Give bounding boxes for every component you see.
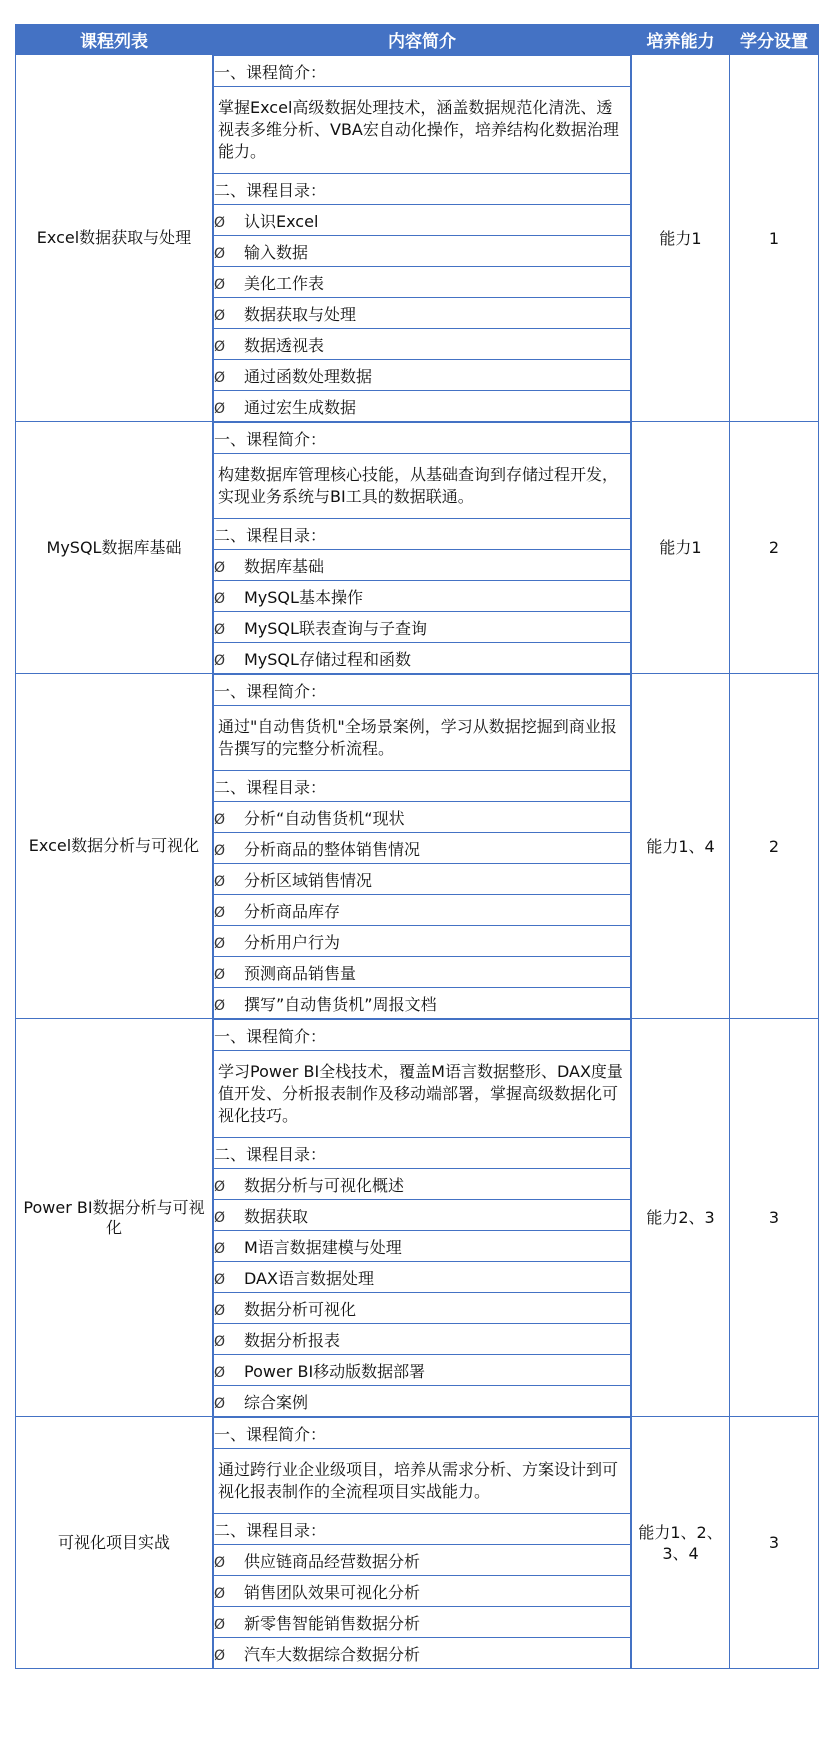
toc-item-text: DAX语言数据处理	[244, 1268, 374, 1288]
intro-label: 一、课程简介：	[214, 56, 631, 87]
toc-label: 二、课程目录：	[214, 1138, 631, 1169]
toc-item-text: MySQL存储过程和函数	[244, 649, 411, 669]
course-name: MySQL数据库基础	[16, 422, 213, 674]
header-course-list: 课程列表	[16, 25, 213, 55]
ability-value: 能力1	[632, 55, 730, 422]
header-content-intro: 内容简介	[213, 25, 632, 55]
toc-item-text: 数据获取与处理	[244, 304, 357, 324]
course-content-list	[213, 422, 631, 673]
intro-label: 一、课程简介：	[214, 1418, 631, 1449]
bullet-icon: Ø	[214, 1271, 226, 1288]
toc-item-text: 销售团队效果可视化分析	[244, 1582, 421, 1602]
credit-value: 3	[730, 1417, 819, 1669]
course-name: 可视化项目实战	[16, 1417, 213, 1669]
course-row	[16, 422, 819, 674]
course-row	[16, 1019, 819, 1417]
toc-item	[214, 1324, 631, 1355]
course-content-list	[213, 55, 631, 421]
credit-value: 2	[730, 674, 819, 1019]
toc-item-text: MySQL基本操作	[244, 587, 363, 607]
toc-item-text: 通过函数处理数据	[244, 366, 373, 386]
toc-item	[214, 1607, 631, 1638]
toc-item-text: M语言数据建模与处理	[244, 1237, 402, 1257]
toc-item	[214, 926, 631, 957]
bullet-icon: Ø	[214, 935, 226, 952]
toc-item-text: 认识Excel	[244, 211, 319, 231]
toc-item	[214, 1576, 631, 1607]
toc-item-text: 通过宏生成数据	[244, 397, 357, 417]
course-name: Excel数据获取与处理	[16, 55, 213, 422]
toc-item-text: 预测商品销售量	[244, 963, 357, 983]
bullet-icon: Ø	[214, 1240, 226, 1257]
toc-item	[214, 988, 631, 1019]
toc-item	[214, 1386, 631, 1417]
course-content-list	[213, 1019, 631, 1416]
toc-item	[214, 1262, 631, 1293]
toc-item-text: MySQL联表查询与子查询	[244, 618, 427, 638]
bullet-icon: Ø	[214, 1333, 226, 1350]
bullet-icon: Ø	[214, 904, 226, 921]
bullet-icon: Ø	[214, 1395, 226, 1412]
credit-value: 1	[730, 55, 819, 422]
toc-item	[214, 298, 631, 329]
course-content-list	[213, 674, 631, 1018]
ability-value: 能力1	[632, 422, 730, 674]
toc-item	[214, 550, 631, 581]
intro-label: 一、课程简介：	[214, 1020, 631, 1051]
bullet-icon: Ø	[214, 966, 226, 983]
toc-item-text: 数据分析可视化	[244, 1299, 357, 1319]
header-row	[16, 25, 819, 55]
course-content	[213, 1019, 632, 1417]
toc-item	[214, 643, 631, 674]
toc-label: 二、课程目录：	[214, 1514, 631, 1545]
course-name: Power BI数据分析与可视化	[16, 1019, 213, 1417]
toc-item	[214, 267, 631, 298]
course-table	[15, 24, 819, 1669]
ability-value: 能力1、4	[632, 674, 730, 1019]
toc-item	[214, 833, 631, 864]
bullet-icon: Ø	[214, 338, 226, 355]
bullet-icon: Ø	[214, 842, 226, 859]
bullet-icon: Ø	[214, 245, 226, 262]
credit-value: 2	[730, 422, 819, 674]
toc-item	[214, 360, 631, 391]
toc-item-text: 供应链商品经营数据分析	[244, 1551, 421, 1571]
toc-item-text: 分析商品的整体销售情况	[244, 839, 421, 859]
toc-item	[214, 1545, 631, 1576]
bullet-icon: Ø	[214, 1616, 226, 1633]
toc-item	[214, 1231, 631, 1262]
toc-item	[214, 612, 631, 643]
toc-item-text: 输入数据	[244, 242, 309, 262]
toc-item	[214, 1200, 631, 1231]
toc-item	[214, 236, 631, 267]
course-description: 构建数据库管理核心技能，从基础查询到存储过程开发，实现业务系统与BI工具的数据联通。	[214, 454, 631, 519]
toc-item-text: 数据库基础	[244, 556, 325, 576]
bullet-icon: Ø	[214, 1209, 226, 1226]
course-name: Excel数据分析与可视化	[16, 674, 213, 1019]
bullet-icon: Ø	[214, 1364, 226, 1381]
bullet-icon: Ø	[214, 559, 226, 576]
toc-item	[214, 957, 631, 988]
course-description: 学习Power BI全栈技术，覆盖M语言数据整形、DAX度量值开发、分析报表制作及移动端部署，掌握高级数据化可视化技巧。	[214, 1051, 631, 1138]
bullet-icon: Ø	[214, 214, 226, 231]
bullet-icon: Ø	[214, 1554, 226, 1571]
toc-item-text: Power BI移动版数据部署	[244, 1361, 426, 1381]
bullet-icon: Ø	[214, 1647, 226, 1664]
bullet-icon: Ø	[214, 621, 226, 638]
toc-item-text: 汽车大数据综合数据分析	[244, 1644, 421, 1664]
toc-item	[214, 581, 631, 612]
course-content-list	[213, 1417, 631, 1668]
toc-item-text: 分析用户行为	[244, 932, 341, 952]
bullet-icon: Ø	[214, 997, 226, 1014]
toc-item-text: 撰写”自动售货机”周报文档	[244, 994, 437, 1014]
toc-label: 二、课程目录：	[214, 771, 631, 802]
bullet-icon: Ø	[214, 652, 226, 669]
toc-item-text: 分析区域销售情况	[244, 870, 373, 890]
header-ability: 培养能力	[632, 25, 730, 55]
toc-item-text: 综合案例	[244, 1392, 309, 1412]
toc-item	[214, 391, 631, 422]
toc-label: 二、课程目录：	[214, 174, 631, 205]
ability-value: 能力2、3	[632, 1019, 730, 1417]
intro-label: 一、课程简介：	[214, 675, 631, 706]
toc-item-text: 数据分析与可视化概述	[244, 1175, 405, 1195]
course-content	[213, 422, 632, 674]
toc-item	[214, 802, 631, 833]
toc-item	[214, 895, 631, 926]
toc-item	[214, 1293, 631, 1324]
toc-item	[214, 1638, 631, 1669]
toc-item	[214, 329, 631, 360]
header-credit: 学分设置	[730, 25, 819, 55]
course-description: 通过"自动售货机"全场景案例，学习从数据挖掘到商业报告撰写的完整分析流程。	[214, 706, 631, 771]
bullet-icon: Ø	[214, 400, 226, 417]
bullet-icon: Ø	[214, 276, 226, 293]
toc-item	[214, 1355, 631, 1386]
course-table-body	[16, 55, 819, 1669]
course-row	[16, 1417, 819, 1669]
bullet-icon: Ø	[214, 1178, 226, 1195]
course-row	[16, 55, 819, 422]
course-row	[16, 674, 819, 1019]
toc-item	[214, 864, 631, 895]
course-content	[213, 1417, 632, 1669]
bullet-icon: Ø	[214, 873, 226, 890]
bullet-icon: Ø	[214, 1585, 226, 1602]
toc-item-text: 新零售智能销售数据分析	[244, 1613, 421, 1633]
course-content	[213, 55, 632, 422]
course-description: 掌握Excel高级数据处理技术，涵盖数据规范化清洗、透视表多维分析、VBA宏自动化操作，培养结构化数据治理能力。	[214, 87, 631, 174]
credit-value: 3	[730, 1019, 819, 1417]
bullet-icon: Ø	[214, 307, 226, 324]
toc-item	[214, 1169, 631, 1200]
bullet-icon: Ø	[214, 590, 226, 607]
course-description: 通过跨行业企业级项目，培养从需求分析、方案设计到可视化报表制作的全流程项目实战能力。	[214, 1449, 631, 1514]
course-content	[213, 674, 632, 1019]
ability-value: 能力1、2、3、4	[632, 1417, 730, 1669]
toc-item-text: 数据分析报表	[244, 1330, 341, 1350]
toc-item-text: 数据获取	[244, 1206, 309, 1226]
bullet-icon: Ø	[214, 811, 226, 828]
toc-label: 二、课程目录：	[214, 519, 631, 550]
toc-item-text: 数据透视表	[244, 335, 325, 355]
toc-item	[214, 205, 631, 236]
bullet-icon: Ø	[214, 1302, 226, 1319]
toc-item-text: 美化工作表	[244, 273, 325, 293]
bullet-icon: Ø	[214, 369, 226, 386]
toc-item-text: 分析商品库存	[244, 901, 341, 921]
intro-label: 一、课程简介：	[214, 423, 631, 454]
toc-item-text: 分析“自动售货机“现状	[244, 808, 405, 828]
